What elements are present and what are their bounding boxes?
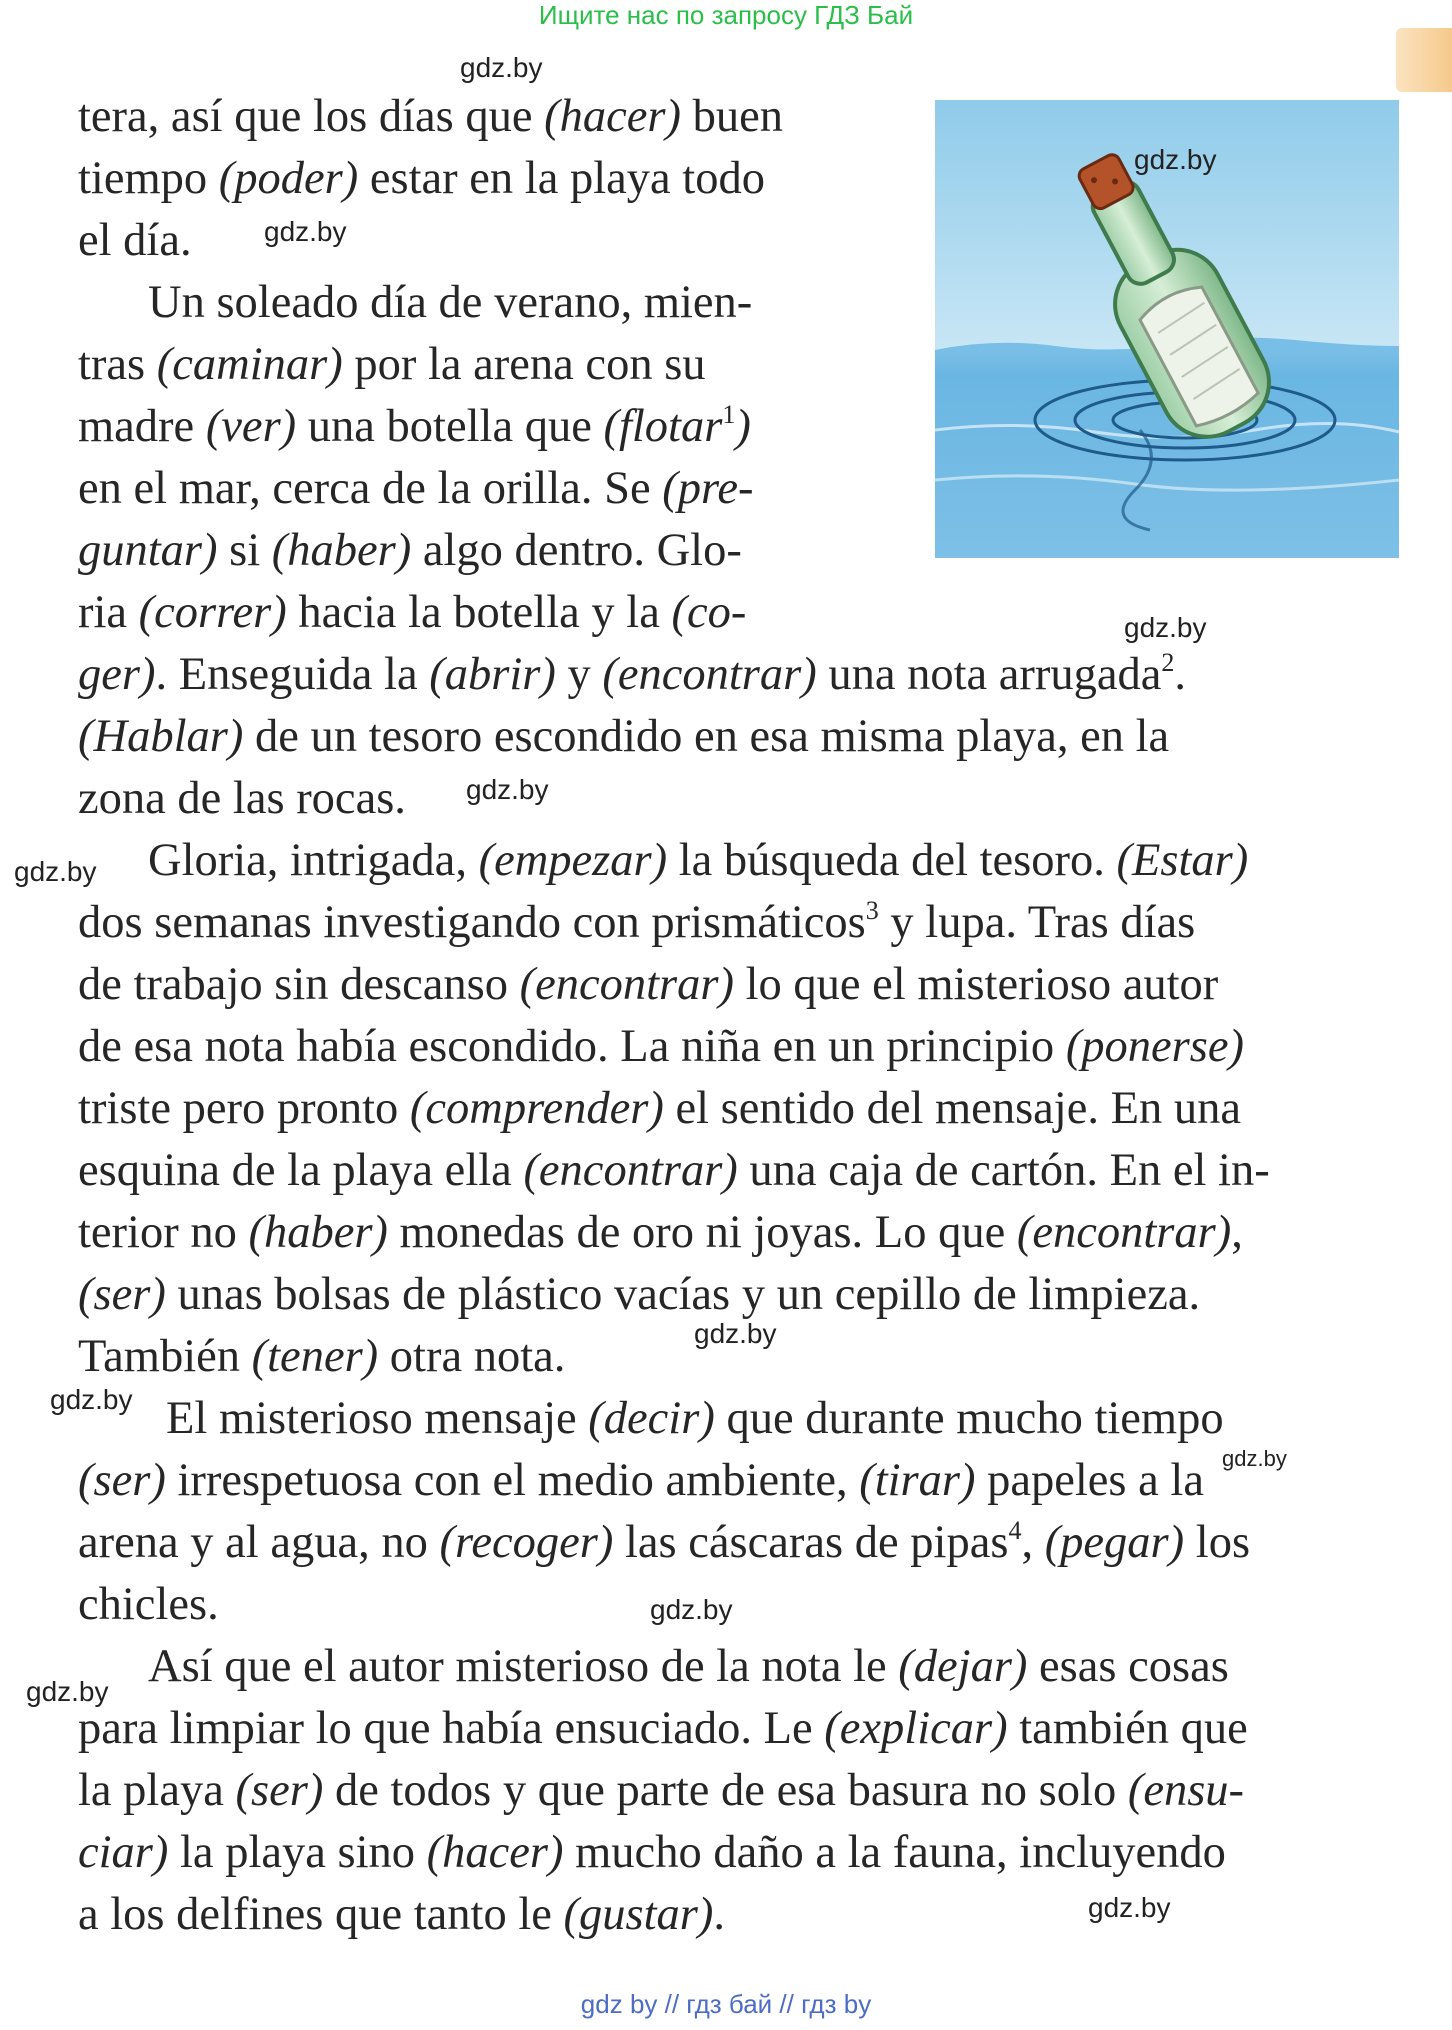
watermark: gdz.by xyxy=(26,1676,109,1707)
watermark: gdz.by xyxy=(1088,1892,1171,1923)
text-line: (ser) irrespetuosa con el medio ambiente, (tirar) papeles a la xyxy=(78,1455,1204,1506)
text-line: tiempo (poder) estar en la playa todo xyxy=(78,153,765,204)
text-line: la playa (ser) de todos y que parte de esa basura no solo (ensu- xyxy=(78,1765,1245,1816)
text-line: tras (caminar) por la arena con su xyxy=(78,339,706,390)
text-line: de esa nota había escondido. La niña en un principio (ponerse) xyxy=(78,1021,1245,1072)
search-banner: Ищите нас по запросу ГДЗ Бай xyxy=(538,0,914,30)
text-line: el día. xyxy=(78,215,192,266)
text-line: arena y al agua, no (recoger) las cáscaras de pipas$^4$, (pegar) los xyxy=(78,1516,1251,1568)
text-line: triste pero pronto (comprender) el sentido del mensaje. En una xyxy=(78,1083,1242,1134)
watermark: gdz.by xyxy=(694,1318,777,1349)
watermark: gdz.by xyxy=(650,1594,733,1625)
text-line: También (tener) otra nota. xyxy=(78,1331,566,1382)
paragraph-2-continued xyxy=(78,644,1398,830)
text-line: madre (ver) una botella que (flotar$^1$) xyxy=(78,400,751,452)
watermark: gdz.by xyxy=(1222,1446,1287,1471)
text-line: terior no (haber) monedas de oro ni joyas. Lo que (encontrar), xyxy=(78,1207,1243,1258)
text-line: Un soleado día de verano, mien- xyxy=(148,277,753,328)
paragraph-1 xyxy=(78,86,866,272)
paragraph-3 xyxy=(78,830,1398,1388)
text-line: ria (correr) hacia la botella y la (co- xyxy=(78,587,747,638)
text-line: chicles. xyxy=(78,1579,219,1630)
paragraph-5 xyxy=(78,1636,1398,1946)
paragraph-2 xyxy=(78,272,866,644)
watermark: gdz.by xyxy=(1124,612,1207,643)
text-line: Así que el autor misterioso de la nota le (dejar) esas cosas xyxy=(148,1641,1229,1692)
paragraph-4 xyxy=(78,1388,1398,1636)
page-corner-tab xyxy=(1396,28,1452,92)
text-line: guntar) si (haber) algo dentro. Glo- xyxy=(78,525,742,576)
text-line: ger). Enseguida la (abrir) y (encontrar) una nota arrugada$^2$. xyxy=(78,648,1187,700)
text-line: ciar) la playa sino (hacer) mucho daño a la fauna, incluyendo xyxy=(78,1827,1226,1878)
text-line: (Hablar) de un tesoro escondido en esa misma playa, en la xyxy=(78,711,1170,762)
footer-watermark: gdz by // гдз бай // гдз by xyxy=(580,1989,872,2019)
text-line: El misterioso mensaje (decir) que durante mucho tiempo xyxy=(166,1393,1224,1444)
text-line: en el mar, cerca de la orilla. Se (pre- xyxy=(78,463,754,514)
watermark: gdz.by xyxy=(50,1384,133,1415)
text-line: (ser) unas bolsas de plástico vacías y un cepillo de limpieza. xyxy=(78,1269,1201,1320)
text-line: tera, así que los días que (hacer) buen xyxy=(78,91,784,142)
text-line: dos semanas investigando con prismáticos$^3$ y lupa. Tras días xyxy=(78,896,1196,948)
watermark: gdz.by xyxy=(466,774,549,805)
text-line: de trabajo sin descanso (encontrar) lo que el misterioso autor xyxy=(78,959,1219,1010)
watermark: gdz.by xyxy=(14,856,97,887)
text-line: Gloria, intrigada, (empezar) la búsqueda del tesoro. (Estar) xyxy=(148,835,1249,886)
text-line: para limpiar lo que había ensuciado. Le (explicar) también que xyxy=(78,1703,1248,1754)
watermark: gdz.by xyxy=(1134,144,1217,175)
text-line: esquina de la playa ella (encontrar) una caja de cartón. En el in- xyxy=(78,1145,1270,1196)
text-line: zona de las rocas. xyxy=(78,773,406,824)
text-line: a los delfines que tanto le (gustar). xyxy=(78,1889,725,1940)
watermark: gdz.by xyxy=(460,52,543,83)
watermark: gdz.by xyxy=(264,216,347,247)
